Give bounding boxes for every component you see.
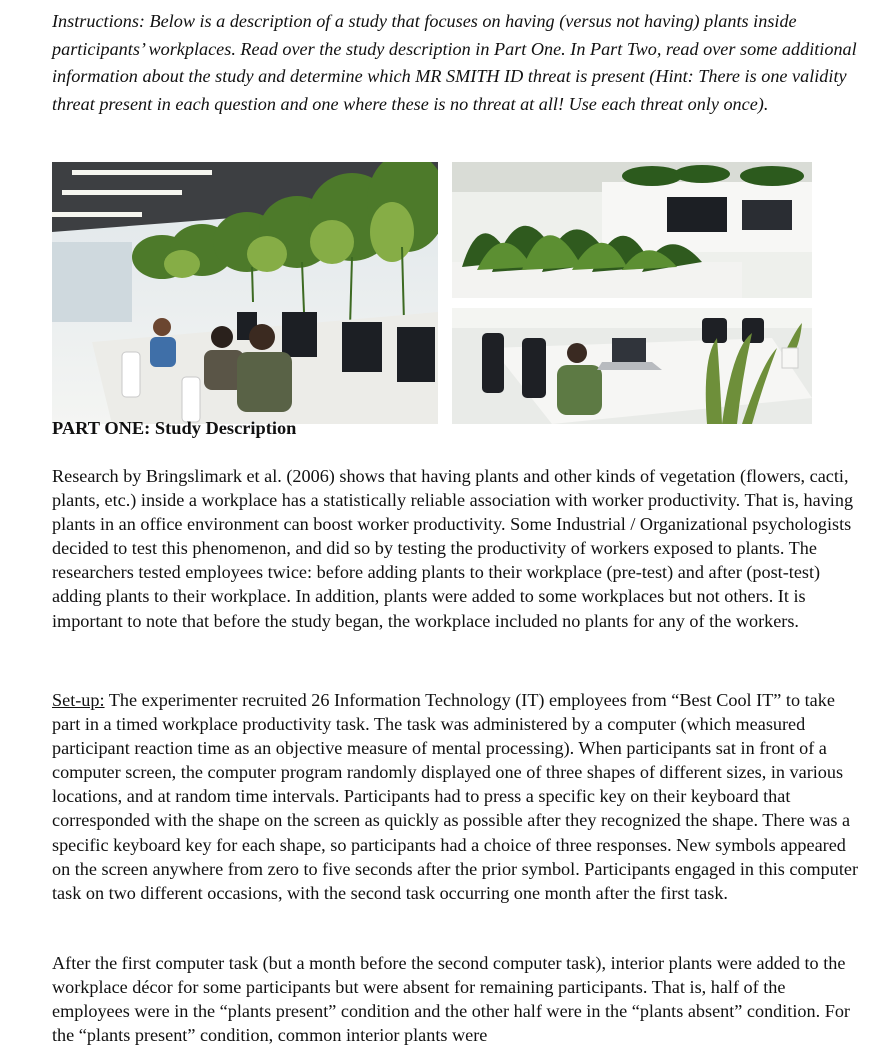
instructions-text: Instructions: Below is a description of a study that focuses on having (versus not having) plants inside participants’ workplaces. Read over the study description in Part One. In Part Two, read over some additional information about the study and determine which MR SMITH ID threat is present (Hint: There is one validity threat present in each question and one where these is no threat at all! Use each threat only once). <box>52 11 857 114</box>
study-description-paragraph: Research by Bringslimark et al. (2006) shows that having plants and other kinds of vegetation (flowers, cacti, plants, etc.) inside a workplace has a statistically reliable association with worker productivity. That is, having plants in an office environment can boost worker productivity. Some Industrial / Organizational psychologists decided to test this phenomenon, and did so by testing the productivity of workers exposed to plants. The researchers tested employees twice: before adding plants to their workplace (pre-test) and after (post-test) adding plants to their workplace. In addition, plants were added to some workplaces but not others. It is important to note that before the study began, the workplace included no plants for any of the workers. <box>52 466 854 631</box>
document-page <box>52 8 864 1046</box>
desk-laptop-plants-photo <box>452 308 812 424</box>
office-hanging-plants-photo <box>52 162 438 424</box>
setup-label: Set-up: <box>52 690 105 710</box>
part-one-heading: PART ONE: Study Description <box>52 418 297 438</box>
setup-text: The experimenter recruited 26 Information Technology (IT) employees from “Best Cool IT” to take part in a timed workplace productivity task. The task was administered by a computer (which measured participant reaction time as an objective measure of mental processing). When participants sat in front of a computer screen, the computer program randomly displayed one of three shapes of different sizes, in various locations, and at random time intervals. Participants had to press a specific key on their keyboard that corresponded with the shape on the screen as quickly as possible after they recognized the shape. There was a specific keyboard key for each shape, so participants had a choice of three responses. New symbols appeared on the screen anywhere from zero to five seconds after the prior symbol. Participants engaged in this computer task on two different occasions, with the second task occurring one month after the first task. <box>52 690 859 903</box>
photo-collage <box>52 162 812 424</box>
setup-paragraph <box>52 688 860 905</box>
planter-box-photo <box>452 162 812 298</box>
conditions-paragraph: After the first computer task (but a month before the second computer task), interior plants were added to the workplace décor for some participants but were absent for remaining participants. That is, half of the employees were in the “plants present” condition and the other half were in the “plants absent” condition. For the “plants present” condition, common interior plants were <box>52 953 850 1046</box>
